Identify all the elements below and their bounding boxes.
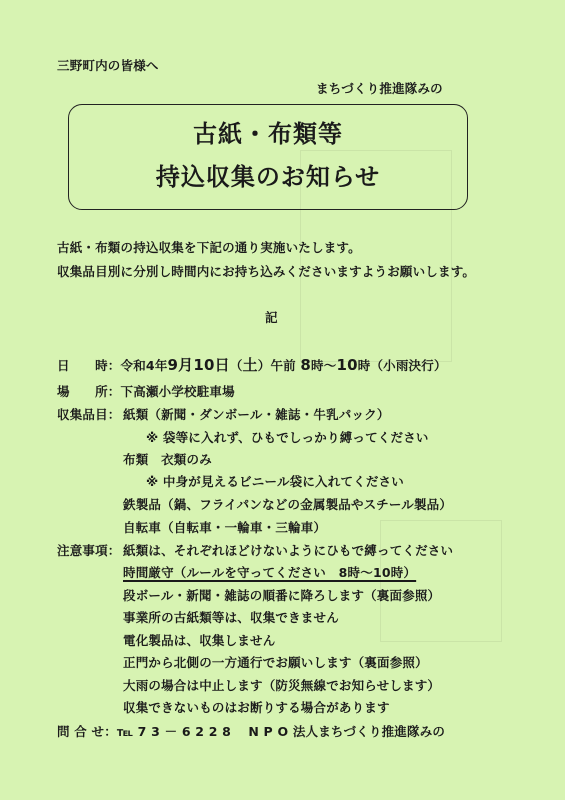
place-row — [57, 384, 235, 400]
date-weekday: 土 — [242, 356, 258, 374]
notes-line: 段ボール・新聞・雑誌の順番に降ろします（裏面参照） — [123, 588, 441, 603]
notes-line: 大雨の場合は中止します（防災無線でお知らせします） — [123, 678, 441, 693]
notes-line: 正門から北側の一方通行でお願いします（裏面参照） — [123, 655, 428, 670]
page-title-line1: 古紙・布類等 — [193, 120, 343, 148]
place-label: 場 所： — [57, 384, 121, 399]
show-through-frame — [380, 520, 502, 642]
contact-label: 問 合 せ： — [57, 724, 117, 739]
recipient: 三野町内の皆様へ — [57, 58, 159, 73]
items-line: ※ 中身が見えるビニール袋に入れてください — [146, 474, 404, 489]
date-am: 午前 — [270, 358, 296, 373]
items-line: 布類 衣類のみ — [123, 452, 212, 467]
date-note: （小雨決行） — [370, 358, 447, 373]
date-end-hour: 10 — [336, 356, 358, 374]
items-label: 収集品目： — [57, 407, 121, 422]
items-line: ※ 袋等に入れず、ひもでしっかり縛ってください — [146, 430, 429, 445]
date-era: 令和4年 — [120, 358, 168, 373]
page-title-line2: 持込収集のお知らせ — [155, 163, 381, 191]
intro-line-1: 古紙・布類の持込収集を下記の通り実施いたします。 — [57, 240, 361, 255]
contact-value: ℡ 7 3 － 6 2 2 8 N P O 法人まちづくり推進隊みの — [116, 724, 446, 739]
date-row — [57, 357, 447, 374]
place-value: 下高瀬小学校駐車場 — [120, 384, 235, 399]
date-ji-1: 時～ — [311, 358, 337, 373]
items-line: 鉄製品（鍋、フライパンなどの金属製品やスチール製品） — [123, 497, 453, 512]
notes-line-time: 時間厳守（ルールを守ってください 8時～10時） — [123, 565, 417, 580]
items-line: 自転車（自転車・一輪車・三輪車） — [123, 520, 327, 535]
title-box — [68, 104, 468, 210]
notes-line: 紙類は、それぞれほどけないようにひもで縛ってください — [123, 543, 454, 558]
date-ji-2: 時 — [357, 358, 371, 373]
date-paren-close: ） — [257, 358, 271, 373]
date-label: 日 時： — [57, 358, 121, 373]
intro-line-2: 収集品目別に分別し時間内にお持ち込みくださいますようお願いします。 — [57, 264, 476, 279]
ki-heading: 記 — [265, 310, 278, 325]
notes-line: 電化製品は、収集しません — [123, 633, 276, 648]
sender: まちづくり推進隊みの — [316, 81, 443, 96]
notes-line: 収集できないものはお断りする場合があります — [123, 700, 390, 715]
date-month-day: 9月10日 — [167, 356, 230, 374]
items-line: 紙類（新聞・ダンボール・雑誌・牛乳パック） — [123, 407, 390, 422]
date-paren-open: （ — [229, 358, 243, 373]
notes-label: 注意事項： — [57, 543, 121, 558]
notes-line: 事業所の古紙類等は、収集できません — [123, 610, 339, 625]
date-start-hour: 8 — [300, 356, 312, 374]
contact-row — [57, 724, 445, 740]
